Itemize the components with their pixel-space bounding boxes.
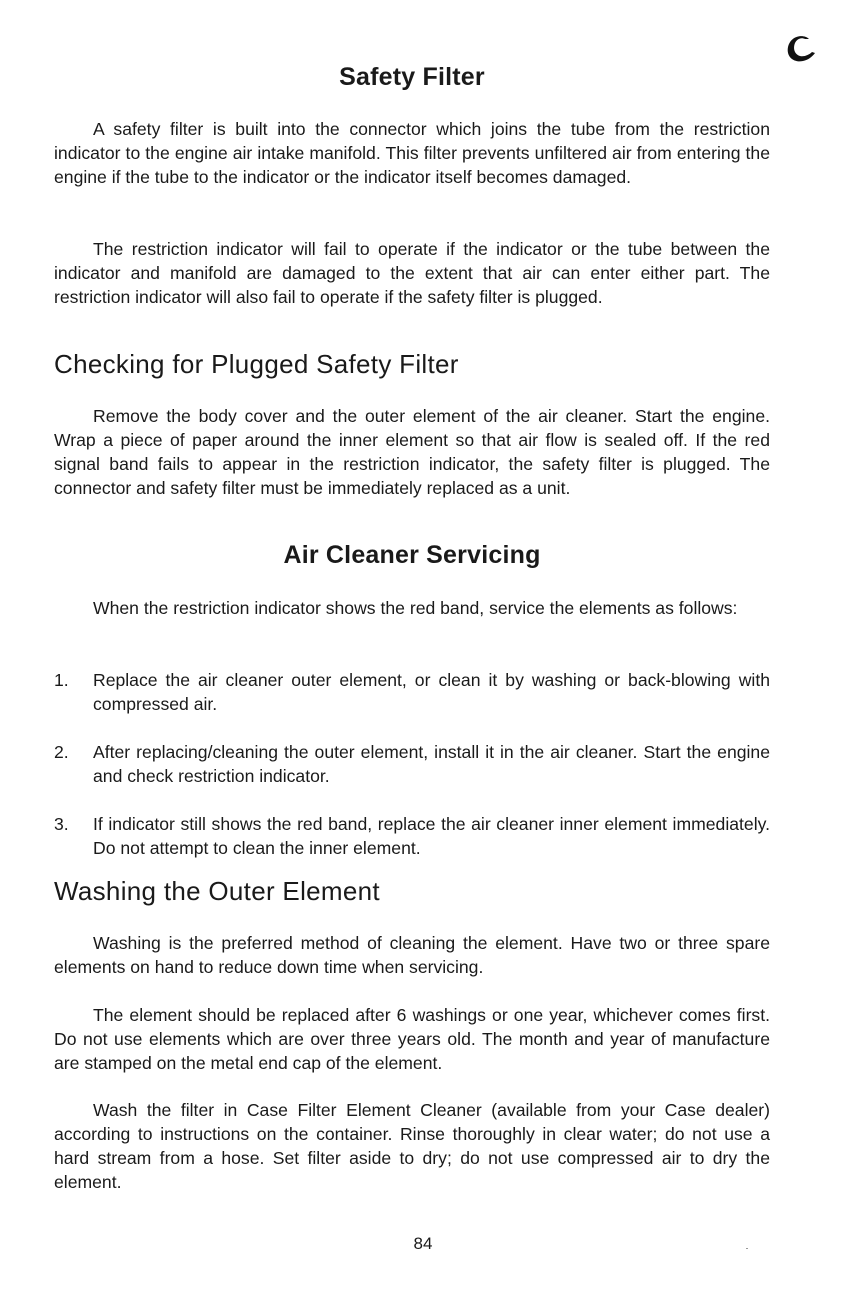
page-number: 84 bbox=[413, 1234, 433, 1253]
washing-outer-paragraph-2: The element should be replaced after 6 washings or one year, whichever comes first. Do not use elements which are over three years old. The month and year of manufacture are stamped on the metal end cap of the element. bbox=[54, 1005, 770, 1073]
washing-outer-paragraph-3: Wash the filter in Case Filter Element Cleaner (available from your Case dealer) according to instructions on the container. Rinse thoroughly in clear water; do not use a hard stream from a hose. Set filter aside to dry; do not use compressed air to dry the element. bbox=[54, 1100, 770, 1192]
service-step-1 bbox=[54, 668, 770, 716]
checking-plugged-paragraph: Remove the body cover and the outer element of the air cleaner. Start the engine. Wrap a piece of paper around the inner element so that air flow is sealed off. If the red signal band fails to appear in the restriction indicator, the safety filter is plugged. The connector and safety filter must be immediately replaced as a unit. bbox=[54, 406, 770, 498]
step-number: 3. bbox=[54, 814, 69, 834]
step-text: After replacing/cleaning the outer element, install it in the air cleaner. Start the engine and check restriction indicator. bbox=[93, 742, 770, 786]
washing-outer-heading: Washing the Outer Element bbox=[54, 876, 380, 906]
checking-plugged-heading: Checking for Plugged Safety Filter bbox=[54, 349, 459, 379]
service-step-3 bbox=[54, 812, 770, 860]
case-logo-icon bbox=[782, 30, 818, 66]
step-text: Replace the air cleaner outer element, or clean it by washing or back-blowing with compressed air. bbox=[93, 670, 770, 714]
air-cleaner-servicing-heading: Air Cleaner Servicing bbox=[283, 541, 541, 569]
safety-filter-paragraph-1: A safety filter is built into the connector which joins the tube from the restriction indicator to the engine air intake manifold. This filter prevents unfiltered air from entering the engine if the tube to the indicator or the indicator itself becomes damaged. bbox=[54, 119, 770, 187]
step-number: 1. bbox=[54, 670, 69, 690]
washing-outer-paragraph-1: Washing is the preferred method of cleaning the element. Have two or three spare elements on hand to reduce down time when servicing. bbox=[54, 933, 770, 977]
air-cleaner-intro: When the restriction indicator shows the red band, service the elements as follows: bbox=[93, 598, 738, 618]
safety-filter-paragraph-2: The restriction indicator will fail to operate if the indicator or the tube between the indicator and manifold are damaged to the extent that air can enter either part. The restriction indicator will also fail to operate if the safety filter is plugged. bbox=[54, 239, 770, 307]
service-step-2 bbox=[54, 740, 770, 788]
step-number: 2. bbox=[54, 742, 69, 762]
step-text: If indicator still shows the red band, replace the air cleaner inner element immediately. Do not attempt to clean the inner element. bbox=[93, 814, 770, 858]
safety-filter-heading: Safety Filter bbox=[339, 63, 485, 91]
scan-speck bbox=[746, 1248, 748, 1249]
